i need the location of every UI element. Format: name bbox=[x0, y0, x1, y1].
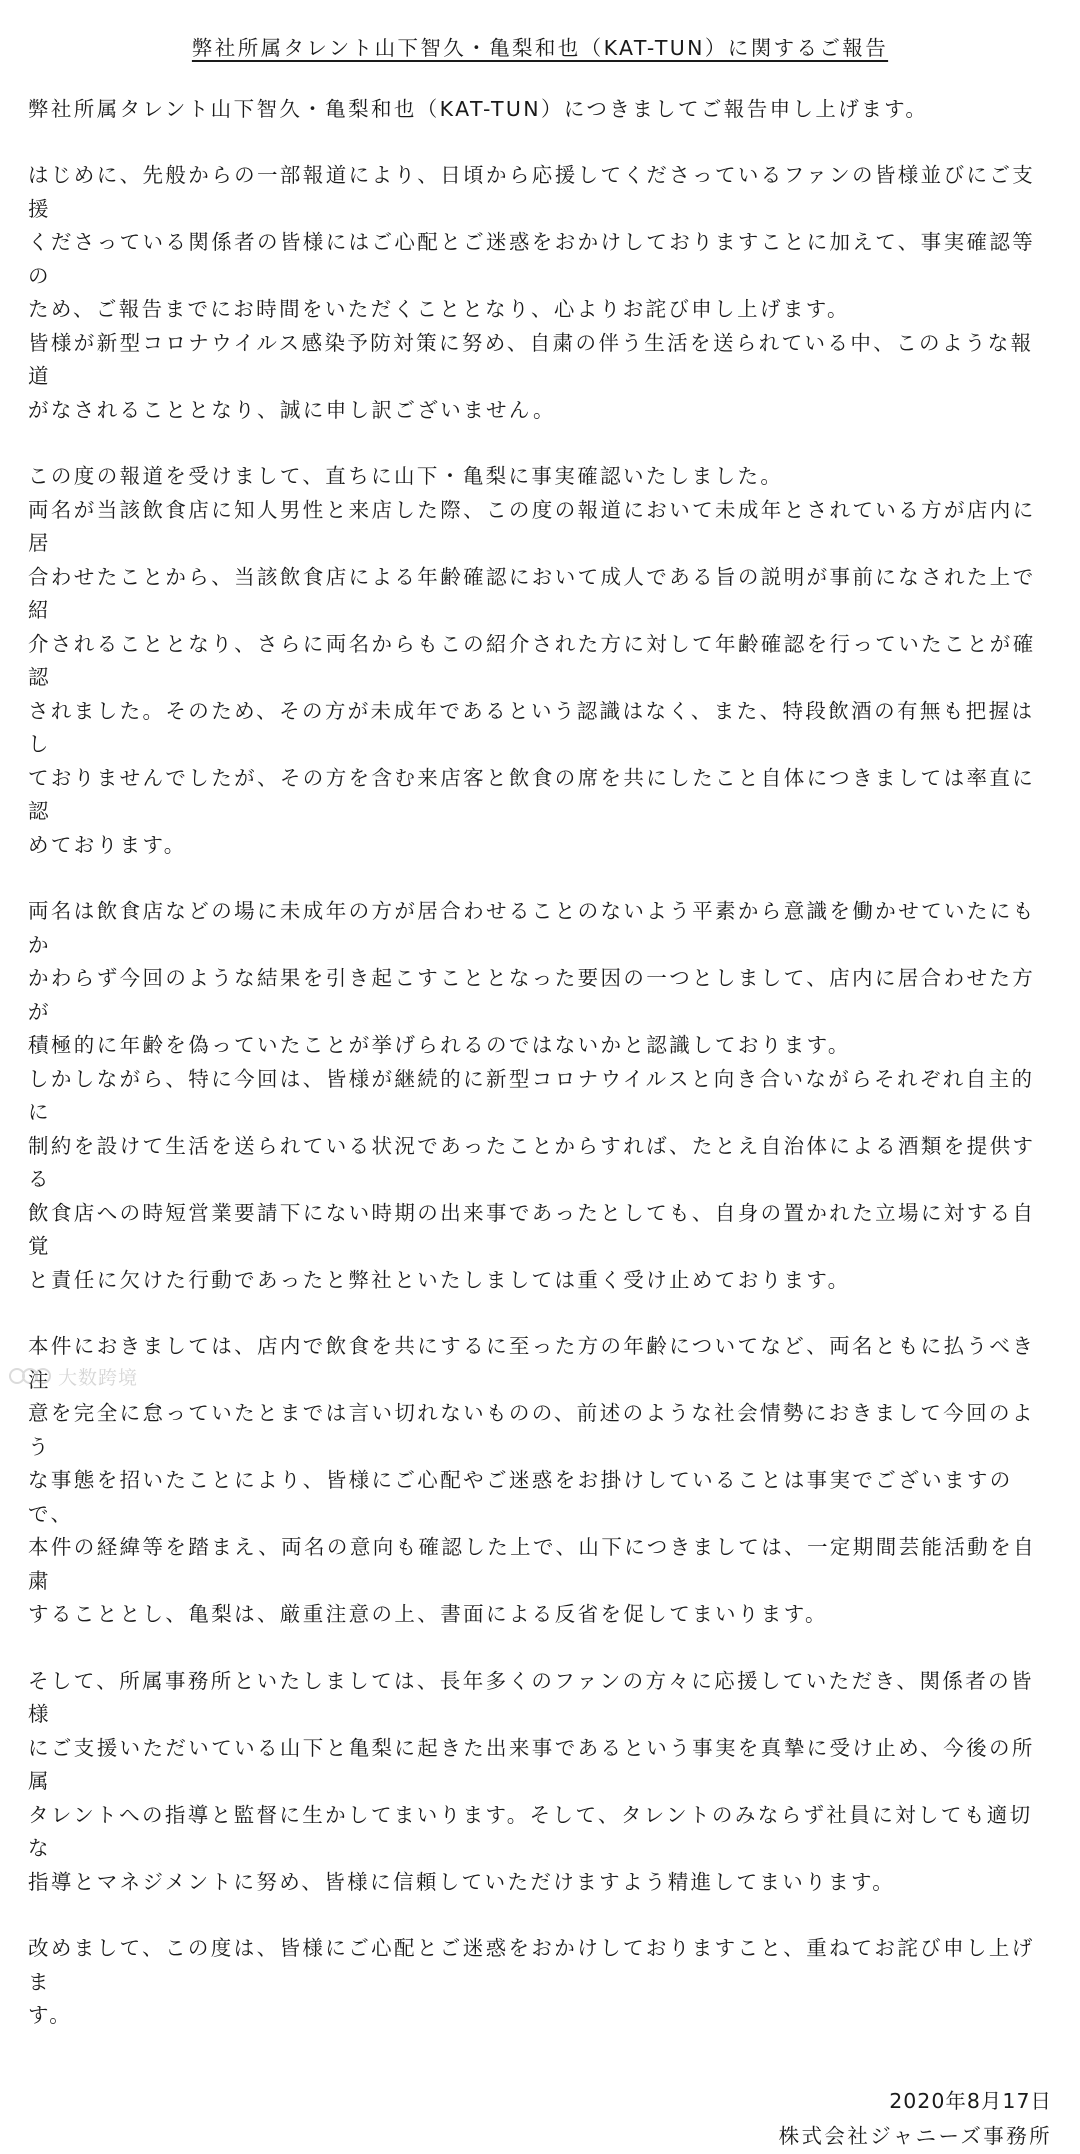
paragraph-closing-apology: 改めまして、この度は、皆様にご心配とご迷惑をおかけしておりますこと、重ねてお詫び申し上げま す。 bbox=[28, 1936, 1035, 2027]
lead-sentence: 弊社所属タレント山下智久・亀梨和也（KAT-TUN）につきましてご報告申し上げます。 bbox=[28, 96, 929, 121]
paragraph-recognition: 両名は飲食店などの場に未成年の方が居合わせることのないよう平素から意識を働かせていたにもか かわらず今回のような結果を引き起こすこととなった要因の一つとしまして、店内に居合わせた方が 積極的に年齢を偽っていたことが挙げられるのではないかと認識しております。 しかしながら、特に今回は、皆様が継続的に新型コロナウイルスと向き合いながらそれぞれ自主的に 制約を設けて生活を送られている状況であったことからすれば、たとえ自治体による酒類を提供する 飲食店への時短営業要請下にない時期の出来事であったとしても、自身の置かれた立場に対する自覚 と責任に欠けた行動であったと弊社といたしましては重く受け止めております。 bbox=[28, 899, 1036, 1292]
watermark-text: 大数跨境 bbox=[58, 1366, 139, 1389]
document-title: 弊社所属タレント山下智久・亀梨和也（KAT-TUN）に関するご報告 bbox=[191, 36, 889, 60]
company-name: 株式会社ジャニーズ事務所 bbox=[778, 2124, 1052, 2148]
paragraph-fact-check: この度の報道を受けまして、直ちに山下・亀梨に事実確認いたしました。 両名が当該飲食店に知人男性と来店した際、この度の報道において未成年とされている方が店内に居 合わせたことから、当該飲食店による年齢確認において成人である旨の説明が事前になされた上で紹 介されることとなり、さらに両名からもこの紹介された方に対して年齢確認を行っていたことが確認 されました。そのため、その方が未成年であるという認識はなく、また、特段飲酒の有無も把握はし ておりませんでしたが、その方を含む来店客と飲食の席を共にしたこと自体につきましては率直に認 めております。 bbox=[28, 464, 1036, 857]
kite-logo-icon bbox=[8, 1364, 52, 1388]
paragraph-agency-commitment: そして、所属事務所といたしましては、長年多くのファンの方々に応援していただき、関係者の皆様 にご支援いただいている山下と亀梨に起きた出来事であるという事実を真摯に受け止め、今後の所属 タレントへの指導と監督に生かしてまいります。そして、タレントのみならず社員に対しても適切な 指導とマネジメントに努め、皆様に信頼していただけますよう精進してまいります。 bbox=[28, 1668, 1035, 1894]
paragraph-apology: はじめに、先般からの一部報道により、日頃から応援してくださっているファンの皆様並びにご支援 くださっている関係者の皆様にはご心配とご迷惑をおかけしておりますことに加えて、事実確認等の ため、ご報告までにお時間をいただくこととなり、心よりお詫び申し上げます。 皆様が新型コロナウイルス感染予防対策に努め、自粛の伴う生活を送られている中、このような報道 がなされることとなり、誠に申し訳ございません。 bbox=[28, 163, 1036, 422]
watermark bbox=[8, 1363, 148, 1389]
paragraph-measures: 本件におきましては、店内で飲食を共にするに至った方の年齢についてなど、両名ともに払うべき注 意を完全に怠っていたとまでは言い切れないものの、前述のような社会情勢におきまして今回のよう な事態を招いたことにより、皆様にご心配やご迷惑をお掛けしていることは事実でございますので、 本件の経緯等を踏まえ、両名の意向も確認した上で、山下につきましては、一定期間芸能活動を自粛 することとし、亀梨は、厳重注意の上、書面による反省を促してまいります。 bbox=[28, 1334, 1037, 1626]
statement-document bbox=[28, 0, 1052, 2148]
statement-date: 2020年8月17日 bbox=[889, 2088, 1052, 2113]
